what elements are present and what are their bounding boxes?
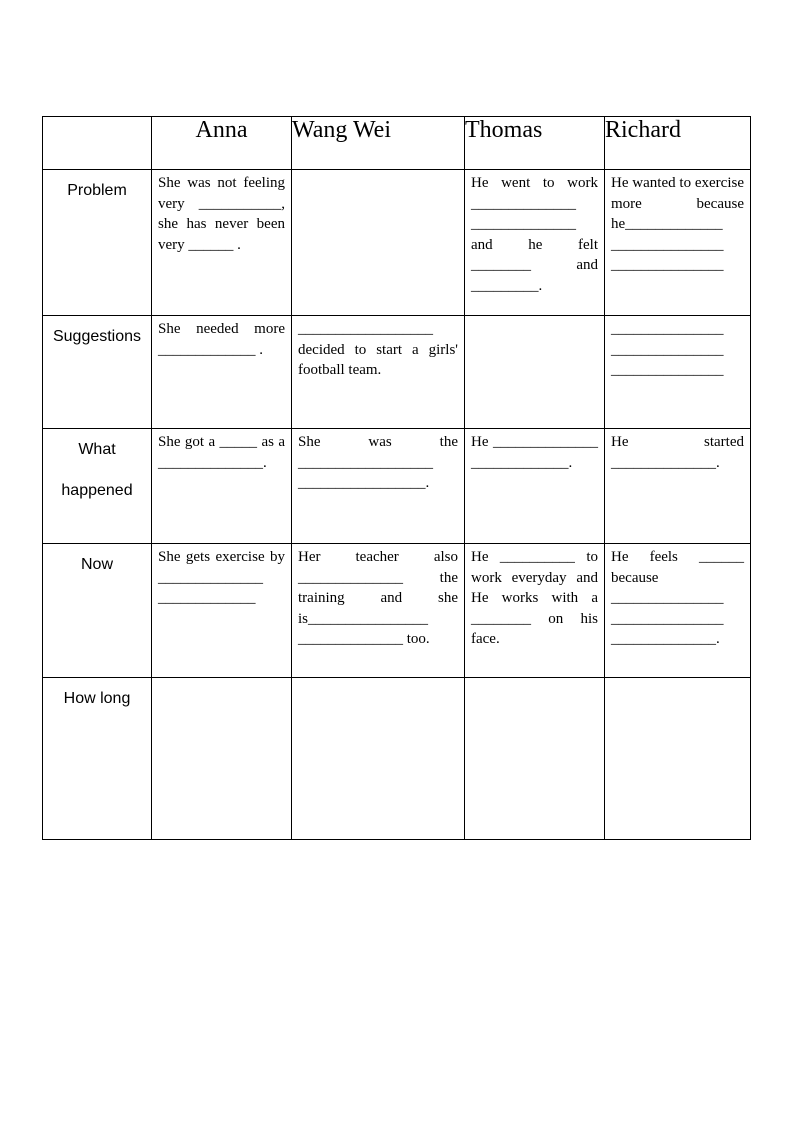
- cell-anna-suggestions[interactable]: [152, 316, 292, 429]
- row-suggestions: [43, 316, 751, 429]
- cell-anna-how-long[interactable]: [152, 678, 292, 840]
- cell-thomas-suggestions[interactable]: [465, 316, 605, 429]
- cell-text: He started ______________.: [611, 434, 744, 471]
- cell-text: She was the __________________ _________________.: [298, 434, 458, 492]
- worksheet-table: [42, 116, 751, 840]
- row-how-long: [43, 678, 751, 840]
- column-head-richard: Richard: [605, 117, 751, 170]
- column-head-wang-wei: Wang Wei: [292, 117, 465, 170]
- cell-thomas-now[interactable]: [465, 544, 605, 678]
- cell-text: [465, 678, 604, 681]
- cell-text: She gets exercise by ______________ _____________: [158, 549, 285, 607]
- cell-text: She got a _____ as a ______________.: [158, 434, 285, 471]
- cell-text: He ______________ _____________.: [471, 434, 598, 471]
- cell-text: He feels ______ because _______________ _______________ ______________.: [611, 549, 744, 648]
- row-problem: [43, 170, 751, 316]
- cell-richard-problem[interactable]: [605, 170, 751, 316]
- column-head-thomas: Thomas: [465, 117, 605, 170]
- cell-wang-wei-problem[interactable]: [292, 170, 465, 316]
- cell-wang-wei-how-long[interactable]: [292, 678, 465, 840]
- cell-anna-now[interactable]: [152, 544, 292, 678]
- cell-richard-now[interactable]: [605, 544, 751, 678]
- corner-cell: [43, 117, 152, 170]
- row-now: [43, 544, 751, 678]
- row-label-suggestions: Suggestions: [43, 316, 152, 429]
- cell-richard-suggestions[interactable]: [605, 316, 751, 429]
- cell-text: [605, 678, 750, 681]
- row-label-problem: Problem: [43, 170, 152, 316]
- row-label-what-happened: What happened: [43, 429, 152, 544]
- cell-text: [292, 170, 464, 173]
- cell-text: He __________ to work everyday and He works with a ________ on his face.: [471, 549, 598, 648]
- cell-anna-problem[interactable]: [152, 170, 292, 316]
- cell-thomas-how-long[interactable]: [465, 678, 605, 840]
- cell-text: He wanted to exercise more because he_____________ _______________ _______________: [611, 175, 744, 274]
- cell-text: She needed more _____________ .: [158, 321, 285, 358]
- header-row: [43, 117, 751, 170]
- cell-richard-what-happened[interactable]: [605, 429, 751, 544]
- cell-text: [292, 678, 464, 681]
- row-label-now: Now: [43, 544, 152, 678]
- cell-text: _______________ _______________ _______________: [611, 321, 724, 379]
- cell-thomas-problem[interactable]: [465, 170, 605, 316]
- row-what-happened: [43, 429, 751, 544]
- cell-thomas-what-happened[interactable]: [465, 429, 605, 544]
- cell-text: [152, 678, 291, 681]
- cell-wang-wei-suggestions[interactable]: [292, 316, 465, 429]
- cell-wang-wei-now[interactable]: [292, 544, 465, 678]
- column-head-anna: Anna: [152, 117, 292, 170]
- cell-text: He went to work ______________ ______________ and he felt ________ and _________.: [471, 175, 598, 294]
- cell-richard-how-long[interactable]: [605, 678, 751, 840]
- cell-anna-what-happened[interactable]: [152, 429, 292, 544]
- row-label-how-long: How long: [43, 678, 152, 840]
- cell-text: __________________ decided to start a girls' football team.: [298, 321, 458, 379]
- cell-text: Her teacher also ______________ the training and she is________________ ______________ too.: [298, 549, 458, 648]
- cell-wang-wei-what-happened[interactable]: [292, 429, 465, 544]
- cell-text: [465, 316, 604, 319]
- cell-text: She was not feeling very ___________, she has never been very ______ .: [158, 175, 285, 253]
